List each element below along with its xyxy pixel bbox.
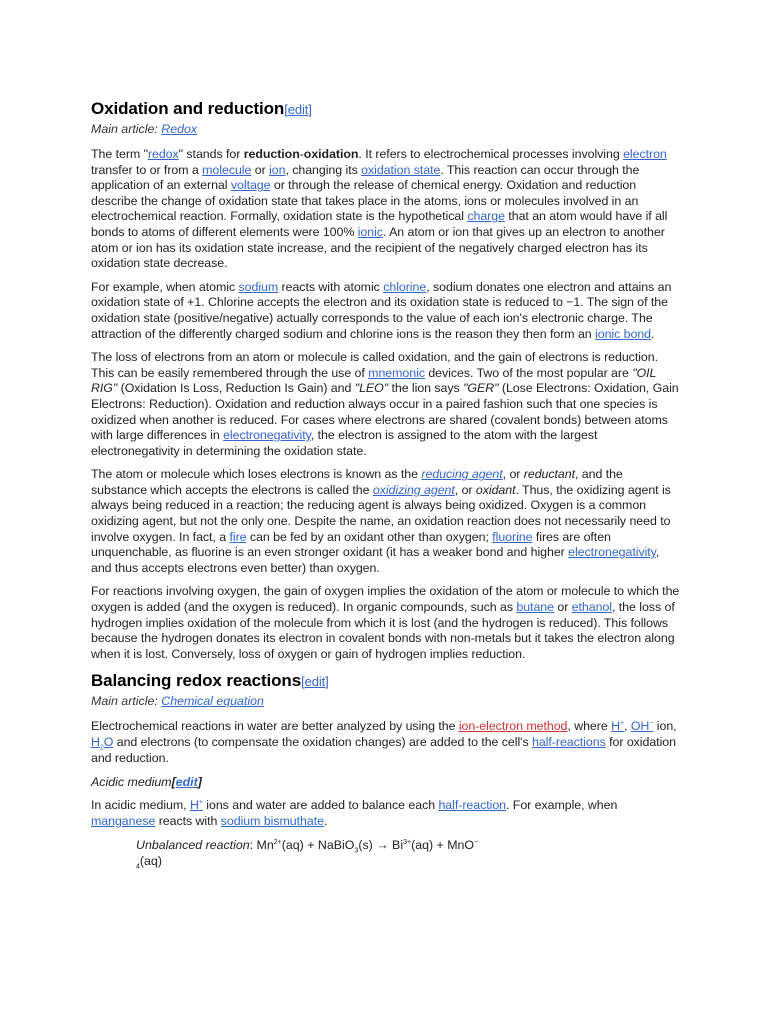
paragraph-mnemonic (91, 350, 681, 459)
edit-link[interactable]: edit (287, 102, 309, 117)
subsection-title: Acidic medium (91, 775, 172, 790)
link-h2o[interactable] (91, 735, 114, 752)
main-article-note (91, 693, 681, 709)
text: ion, (653, 719, 677, 734)
edit-link[interactable]: edit (304, 674, 326, 690)
italic-reductant: reductant (523, 467, 575, 482)
italic-leo: "LEO" (354, 381, 389, 396)
text: In acidic medium, (91, 798, 190, 813)
superscript: − (649, 720, 654, 728)
text: , sodium donates one electron and attains an oxidation state of +1. Chlorine accepts the electron and its oxidation state is reduced to −1. The sign of the oxidation state (positive/negative) actually corresponds to the value of each ion's electronic charge. The attraction of the differently charged sodium and chlorine ions is the reason they then form an (91, 279, 672, 341)
link-molecule[interactable]: molecule (202, 162, 252, 177)
text: The atom or molecule which loses electrons is known as the (91, 467, 422, 482)
text: (aq) (139, 854, 162, 869)
text: , where (567, 719, 612, 734)
link-ethanol[interactable]: ethanol (571, 600, 612, 615)
text: , (624, 719, 631, 734)
text: for oxidation and reduction. (91, 735, 676, 765)
link-reducing-agent[interactable]: reducing agent (421, 467, 503, 482)
text: transfer to or from a (91, 162, 203, 177)
paragraph-ion-electron (91, 719, 681, 766)
text: . This reaction can occur through the application of an external (91, 162, 640, 193)
section-title: Balancing redox reactions (91, 671, 302, 691)
text: O (103, 735, 114, 749)
main-article-label: Main article: (91, 694, 162, 709)
link-butane[interactable]: butane (516, 600, 554, 615)
superscript: + (620, 720, 625, 728)
italic-oxidant: oxidant (475, 482, 516, 497)
text: Electrochemical reactions in water are better analyzed by using the (91, 719, 459, 734)
bold-reduction: reduction (243, 147, 300, 161)
link-ion[interactable]: ion (269, 162, 286, 177)
text: The loss of electrons from an atom or molecule is called oxidation, and the gain of electrons is reduction. This can be easily remembered through the use of (91, 350, 658, 380)
link-mnemonic[interactable]: mnemonic (368, 365, 425, 380)
link-sodium-bismuthate[interactable]: sodium bismuthate (220, 813, 324, 828)
link-half-reaction[interactable]: half-reaction (438, 798, 507, 813)
section-heading-balancing (91, 670, 681, 693)
equation-label: Unbalanced reaction (136, 838, 250, 853)
text: can be fed by an oxidant other than oxygen; (246, 529, 493, 544)
superscript: − (474, 839, 479, 847)
paragraph-redox-definition (91, 147, 681, 272)
link-voltage[interactable]: voltage (230, 178, 271, 193)
edit-bracket: [edit] (284, 102, 312, 117)
edit-bracket: [edit] (301, 674, 329, 690)
text: (Oxidation Is Loss, Reduction Is Gain) and (117, 381, 355, 396)
text: The term " (91, 147, 148, 161)
text: . For example, when (506, 798, 618, 813)
link-half-reactions[interactable]: half-reactions (532, 735, 606, 749)
main-article-note (91, 121, 681, 137)
link-redox[interactable]: redox (147, 147, 179, 161)
text: , the loss of hydrogen implies oxidation of the molecule from which it is lost (and the hydrogen is reduced). This follows because the hydrogen donates its electron in covalent bonds with non-metals but it takes the electron along when it is lost. Conversely, loss of oxygen or gain of hydrogen implies reduction. (91, 600, 675, 661)
text: For reactions involving oxygen, the gain of oxygen implies the oxidation of the atom or molecule to which the oxygen is added (and the oxygen is reduced). In organic compounds, such as (91, 584, 680, 615)
link-h-plus[interactable] (611, 719, 624, 733)
text: ions and water are added to balance each (202, 798, 439, 813)
text: . (323, 813, 328, 828)
text: and electrons (to compensate the oxidation changes) are added to the cell's (113, 735, 533, 749)
italic-oil-rig: "OIL RIG" (91, 365, 657, 396)
main-article-link-chemical-equation[interactable]: Chemical equation (161, 694, 264, 709)
link-electronegativity-2[interactable]: electronegativity (568, 545, 656, 560)
link-chlorine[interactable]: chlorine (383, 279, 427, 294)
paragraph-agents (91, 467, 681, 576)
link-oh-minus[interactable] (631, 719, 654, 733)
section-heading-oxidation (91, 98, 681, 121)
link-fire[interactable]: fire (229, 529, 247, 544)
superscript: 3+ (403, 839, 412, 847)
link-oxidation-state[interactable]: oxidation state (361, 162, 441, 177)
text: (aq) + NaBiO (281, 838, 355, 853)
text: , and thus accepts electrons even better) than oxygen. (91, 545, 660, 575)
link-sodium[interactable]: sodium (238, 279, 279, 294)
text: fires are often unquenchable, as fluorine is an even stronger oxidant (it has a weaker bond and higher (91, 529, 611, 560)
main-article-link-redox[interactable]: Redox (161, 122, 198, 136)
text: or through the release of chemical energy. Oxidation and reduction describe the change of oxidation state that takes place in the atoms, ions or molecules involved in an electrochemical reaction. Formally, oxidation state is the hypothetical (91, 178, 639, 224)
text: (Lose Electrons: Oxidation, Gain Electrons: Reduction). Oxidation and reduction always occur in a paired fashion such that one species is oxidized when another is reduced. For cases where electrons are shared (covalent bonds) between atoms with large differences in (91, 381, 679, 443)
link-charge[interactable]: charge (467, 209, 505, 224)
text: reacts with (155, 813, 221, 828)
text: that an atom would have if all bonds to atoms of different elements were 100% (91, 209, 668, 239)
text: : Mn (249, 838, 274, 853)
link-electron[interactable]: electron (623, 147, 667, 161)
superscript: + (198, 799, 203, 807)
paragraph-acidic (91, 798, 681, 829)
section-title: Oxidation and reduction (91, 99, 285, 118)
link-fluorine[interactable]: fluorine (492, 529, 533, 544)
link-oxidizing-agent[interactable]: oxidizing agent (372, 482, 455, 497)
subscript: 4 (136, 863, 140, 871)
text: , or (454, 482, 476, 497)
text: H (189, 798, 199, 813)
link-ionic[interactable]: ionic (357, 224, 383, 239)
subsection-acidic-medium: Acidic medium[edit] (91, 775, 202, 790)
text: , the electron is assigned to the atom with the largest electronegativity in determining the oxidation state. (91, 428, 598, 458)
link-ion-electron-method[interactable]: ion-electron method (458, 719, 568, 734)
text: (s) → Bi (358, 838, 404, 853)
superscript: 2+ (273, 839, 282, 847)
article-content (91, 98, 681, 869)
text: or (553, 600, 572, 615)
link-h-plus-2[interactable] (190, 798, 203, 812)
text: . It refers to electrochemical processes involving (358, 147, 624, 161)
subscript: 3 (354, 847, 359, 855)
text: . Thus, the oxidizing agent is always being reduced in a reaction; the reducing agent is always being oxidized. Oxygen is a common oxidizing agent, but not the only one. Despite the name, an oxidation reaction does not necessarily need to involve oxygen. In fact, a (91, 482, 671, 544)
edit-link[interactable]: edit (175, 775, 198, 790)
text: the lion says (388, 381, 464, 396)
bold-oxidation: oxidation (303, 147, 359, 161)
text: , or (502, 467, 524, 482)
link-electronegativity[interactable]: electronegativity (223, 428, 311, 443)
text: H (91, 735, 100, 749)
text: devices. Two of the most popular are (424, 365, 633, 380)
text: For example, when atomic (91, 279, 239, 294)
text: or (251, 162, 270, 177)
text: reacts with atomic (278, 279, 384, 294)
text: - (299, 147, 304, 161)
unbalanced-equation (136, 837, 681, 869)
paragraph-oxygen (91, 584, 681, 662)
subscript: 2 (99, 744, 104, 752)
section-balancing (91, 670, 681, 869)
italic-ger: "GER" (463, 381, 499, 396)
text: . An atom or ion that gives up an electron to another atom or ion has its oxidation state increase, and the recipient of the negatively charged electron has its oxidation state decrease. (91, 224, 665, 271)
text: , changing its (285, 162, 362, 177)
text: . (651, 326, 655, 341)
text: (aq) + MnO (411, 838, 475, 853)
link-manganese[interactable]: manganese (91, 813, 156, 828)
text: , and the substance which accepts the electrons is called the (91, 467, 623, 497)
paragraph-sodium-example (91, 280, 681, 342)
text: OH (630, 719, 650, 734)
text: H (611, 719, 620, 734)
main-article-label: Main article: (91, 122, 162, 136)
link-ionic-bond[interactable]: ionic bond (595, 326, 652, 341)
text: " stands for (178, 147, 244, 161)
